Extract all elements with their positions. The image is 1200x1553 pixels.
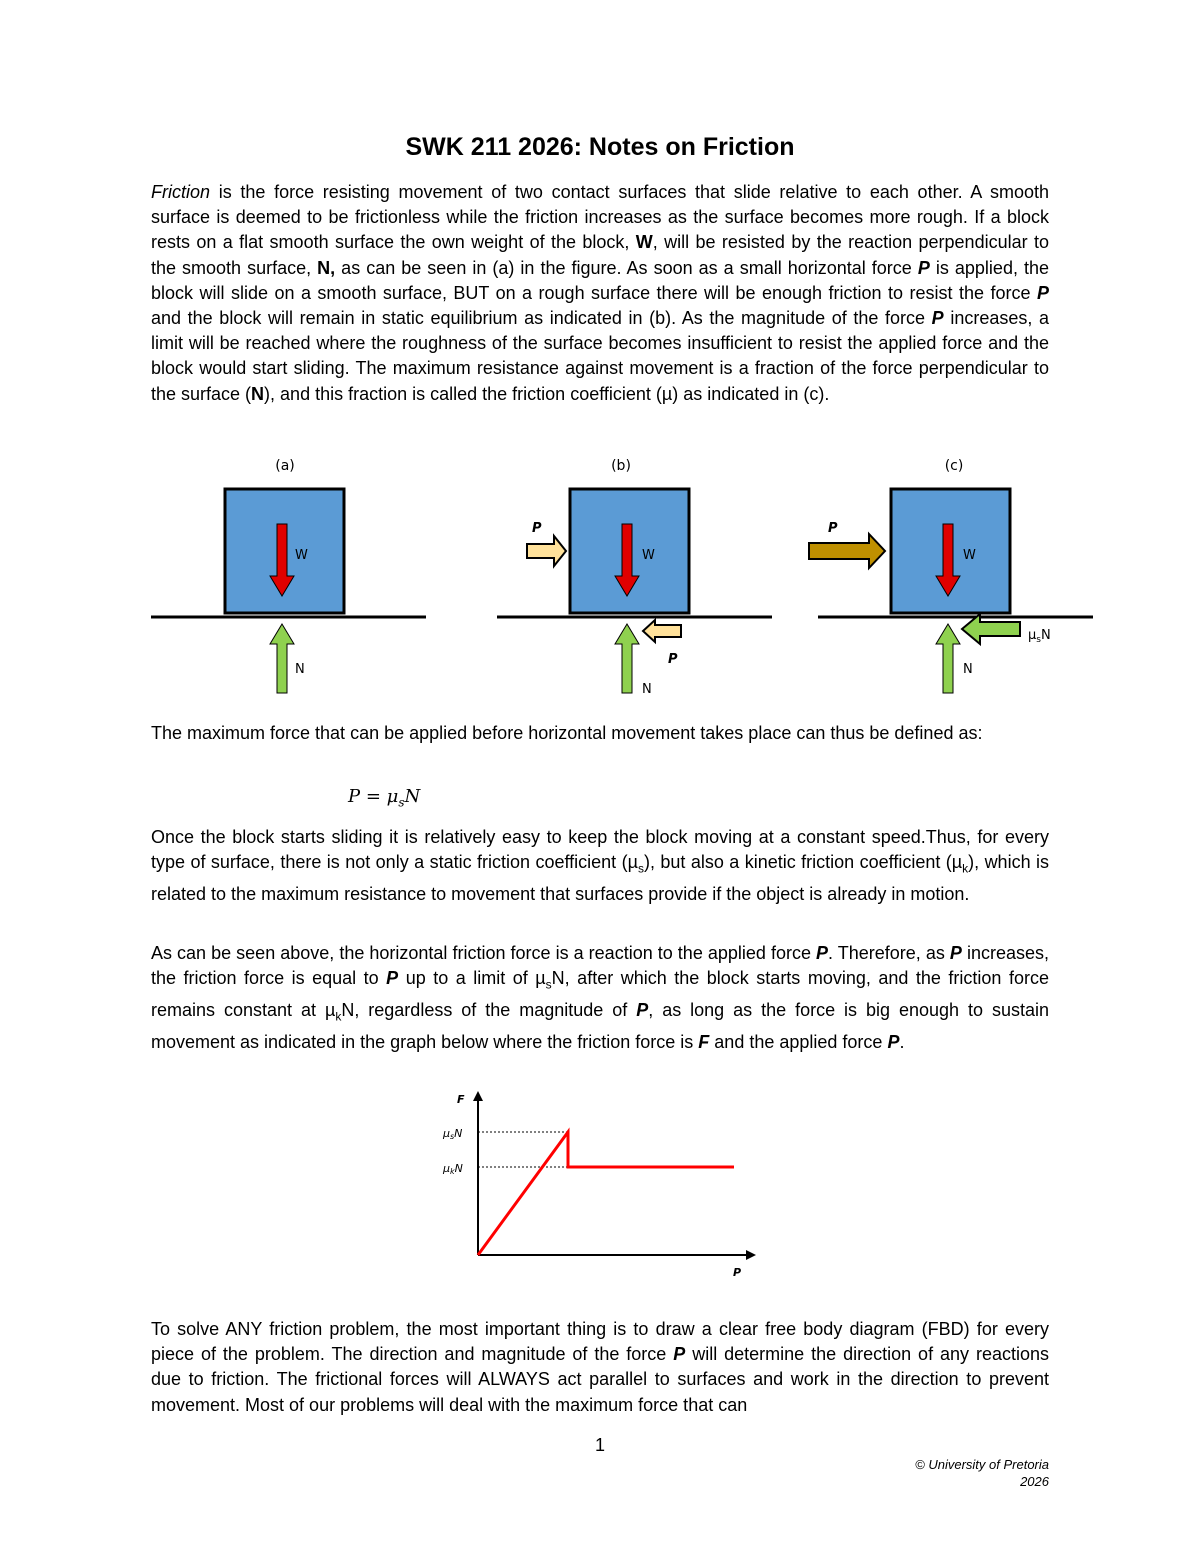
friction-term: Friction — [151, 182, 211, 202]
document-title: SWK 211 2026: Notes on Friction — [405, 133, 795, 161]
text-run: up to a limit of µ — [398, 968, 546, 989]
subscript: k — [962, 861, 969, 876]
p-label-b-friction: P — [668, 652, 678, 667]
paragraph-fbd — [151, 1317, 1049, 1418]
text-run: and the block will remain in static equilibrium as indicated in (b). As the magnitude of the force — [151, 308, 932, 329]
text-run: Once the block starts sliding it is relatively easy to keep the block moving at a constant speed.Thus, for every type of surface, there is not only a static friction coefficient (µ — [151, 827, 1049, 873]
text-run: increases, a limit will be reached where the roughness of the surface becomes insufficient to resist the applied force and the block would start sliding. The maximum resistance against movement is a fraction of the force perpendicular to the surface ( — [151, 308, 1049, 404]
text-run: will determine the direction of any reactions due to friction. The frictional forces will ALWAYS act parallel to surfaces and work in the direction to prevent movement. Most of our problems will deal with the maximum force that can — [151, 1344, 1049, 1415]
subscript: s — [545, 977, 552, 992]
text-run: increases, the friction force is equal to — [151, 943, 1049, 989]
page-number: 1 — [594, 1435, 605, 1455]
eq-lhs: P — [348, 786, 361, 807]
label-c: (c) — [944, 458, 964, 474]
force-symbol: P — [673, 1344, 686, 1365]
n-label-a: N — [295, 662, 305, 677]
text-run: , will be resisted by the reaction perpendicular to the smooth surface, — [151, 232, 1049, 278]
mu-symbol: μ — [1028, 628, 1037, 643]
mu-subscript: s — [1036, 635, 1041, 645]
force-symbol: P — [386, 968, 399, 989]
text-run: is the force resisting movement of two contact surfaces that slide relative to each other. A smooth surface is deemed to be frictionless while the friction increases as the surface becomes more rough. If a block rests on a flat smooth surface the own weight of the block, — [151, 182, 1049, 253]
text-run: . — [899, 1031, 905, 1052]
force-symbol: P — [816, 943, 829, 963]
text-run: is applied, the block will slide on a smooth surface, BUT on a rough surface there will be enough friction to resist the force — [151, 257, 1050, 303]
force-symbol: P — [1036, 282, 1049, 303]
text-run: N, after which the block starts moving, and the friction force remains constant at µ — [151, 968, 1049, 1020]
text-run: As can be seen above, the horizontal friction force is a reaction to the applied force — [151, 943, 817, 963]
mus-n-label-c — [1028, 628, 1051, 645]
paragraph-intro — [151, 180, 1049, 407]
friction-symbol: F — [698, 1031, 710, 1052]
p-arrow-c — [809, 534, 885, 568]
copyright — [915, 1456, 1049, 1490]
normal-symbol: N, — [317, 257, 336, 278]
friction-graph — [430, 1085, 770, 1285]
equation — [348, 786, 420, 810]
force-symbol: P — [949, 943, 962, 963]
tick-label-muk-n: μkN — [443, 1162, 463, 1176]
text-run: and the applied force — [709, 1031, 888, 1052]
w-label-b: W — [642, 548, 655, 563]
p-label-c: P — [828, 521, 838, 536]
text-run: , as long as the force is big enough to sustain movement as indicated in the graph below where the friction force is — [151, 1000, 1050, 1052]
text-run: ), which is related to the maximum resistance to movement that surfaces provide if the object is already in motion. — [151, 852, 1050, 904]
text-run: ), and this fraction is called the friction coefficient (µ) as indicated in (c). — [264, 383, 830, 404]
y-axis-label: F — [457, 1093, 465, 1106]
paragraph-graph-intro — [151, 941, 1049, 1055]
text-run: ), but also a kinetic friction coefficient (µ — [643, 852, 963, 873]
n-symbol: N — [1040, 628, 1051, 643]
force-symbol: P — [636, 1000, 649, 1020]
subscript: s — [637, 861, 644, 876]
diagram-a — [151, 489, 426, 693]
normal-symbol: N — [251, 383, 265, 404]
eq-mu: μ — [386, 786, 399, 807]
force-symbol: P — [931, 308, 944, 329]
force-symbol: P — [887, 1031, 900, 1052]
text-run: . Therefore, as — [828, 943, 950, 963]
w-label-a: W — [295, 548, 308, 563]
n-arrow-a — [270, 624, 294, 693]
text-run: as can be seen in (a) in the figure. As soon as a small horizontal force — [335, 257, 918, 278]
friction-series-line — [478, 1132, 734, 1255]
n-arrow-c — [936, 624, 960, 693]
p-label-b: P — [532, 521, 542, 536]
copyright-line: © University of Pretoria — [915, 1457, 1049, 1472]
y-axis-arrowhead — [473, 1091, 483, 1101]
label-a: (a) — [275, 458, 295, 474]
w-label-c: W — [963, 548, 976, 563]
x-axis-arrowhead — [746, 1250, 756, 1260]
friction-figure — [140, 448, 1100, 708]
diagram-c — [809, 489, 1093, 693]
label-b: (b) — [611, 458, 631, 474]
tick-label-mus-n: μsN — [443, 1127, 463, 1141]
subscript: k — [335, 1009, 342, 1024]
diagram-b — [497, 489, 772, 697]
weight-symbol: W — [635, 232, 653, 253]
copyright-year: 2026 — [1020, 1474, 1049, 1489]
n-arrow-b — [615, 624, 639, 693]
x-axis-label: P — [733, 1266, 742, 1279]
eq-mu-sub: s — [398, 795, 405, 810]
text-run: To solve ANY friction problem, the most important thing is to draw a clear free body diagram (FBD) for every piece of the problem. The direction and magnitude of the force — [151, 1319, 1049, 1365]
force-symbol: P — [917, 257, 930, 278]
n-label-b: N — [642, 682, 652, 697]
eq-sign: = — [360, 786, 387, 807]
friction-arrow-b-shape — [643, 620, 681, 642]
n-label-c: N — [963, 662, 973, 677]
p-arrow-b — [527, 536, 566, 566]
paragraph-kinetic — [151, 825, 1049, 907]
eq-n: N — [404, 786, 421, 807]
text-run: N, regardless of the magnitude of — [341, 1000, 637, 1020]
paragraph-max-force: The maximum force that can be applied before horizontal movement takes place can thus be defined as: — [151, 723, 983, 743]
